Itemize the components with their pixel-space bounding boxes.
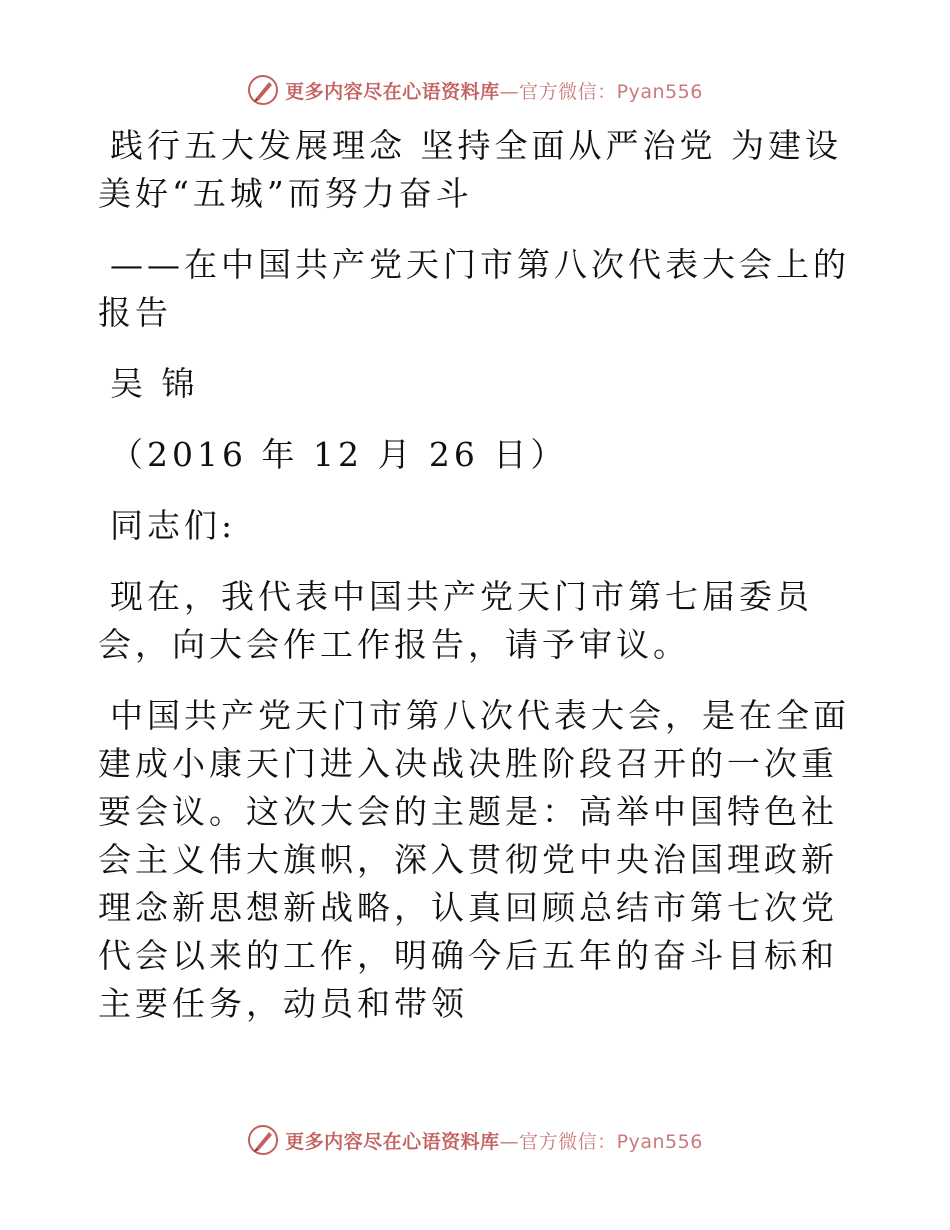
document-title: 践行五大发展理念 坚持全面从严治党 为建设美好“五城”而努力奋斗 — [98, 126, 842, 213]
document-date: （2016 年 12 月 26 日） — [110, 435, 568, 474]
banner-text — [285, 77, 703, 104]
banner-wechat-text: —官方微信：Pyan556 — [499, 1130, 703, 1153]
document-subtitle: ——在中国共产党天门市第八次代表大会上的报告 — [98, 245, 850, 332]
document-paragraph-2: 中国共产党天门市第八次代表大会，是在全面建成小康天门进入决战决胜阶段召开的一次重要会议。这次大会的主题是：高举中国特色社会主义伟大旗帜，深入贯彻党中央治国理政新理念新思想新战略，认真回顾总结市第七次党代会以来的工作，明确今后五年的奋斗目标和主要任务，动员和带领 — [98, 696, 850, 1023]
document-salutation: 同志们: — [110, 506, 237, 545]
document-paragraph-1: 现在，我代表中国共产党天门市第七届委员会，向大会作工作报告，请予审议。 — [98, 577, 813, 664]
quill-pen-logo-icon — [247, 74, 279, 106]
banner-promo-text: 更多内容尽在心语资料库 — [285, 80, 500, 103]
document-author: 吴 锦 — [110, 364, 199, 403]
document-body — [98, 122, 858, 1051]
quill-pen-logo-icon — [247, 1124, 279, 1156]
header-banner — [0, 70, 950, 110]
banner-promo-text: 更多内容尽在心语资料库 — [285, 1130, 500, 1153]
banner-text — [285, 1127, 703, 1154]
footer-banner — [0, 1120, 950, 1160]
banner-wechat-text: —官方微信：Pyan556 — [499, 80, 703, 103]
